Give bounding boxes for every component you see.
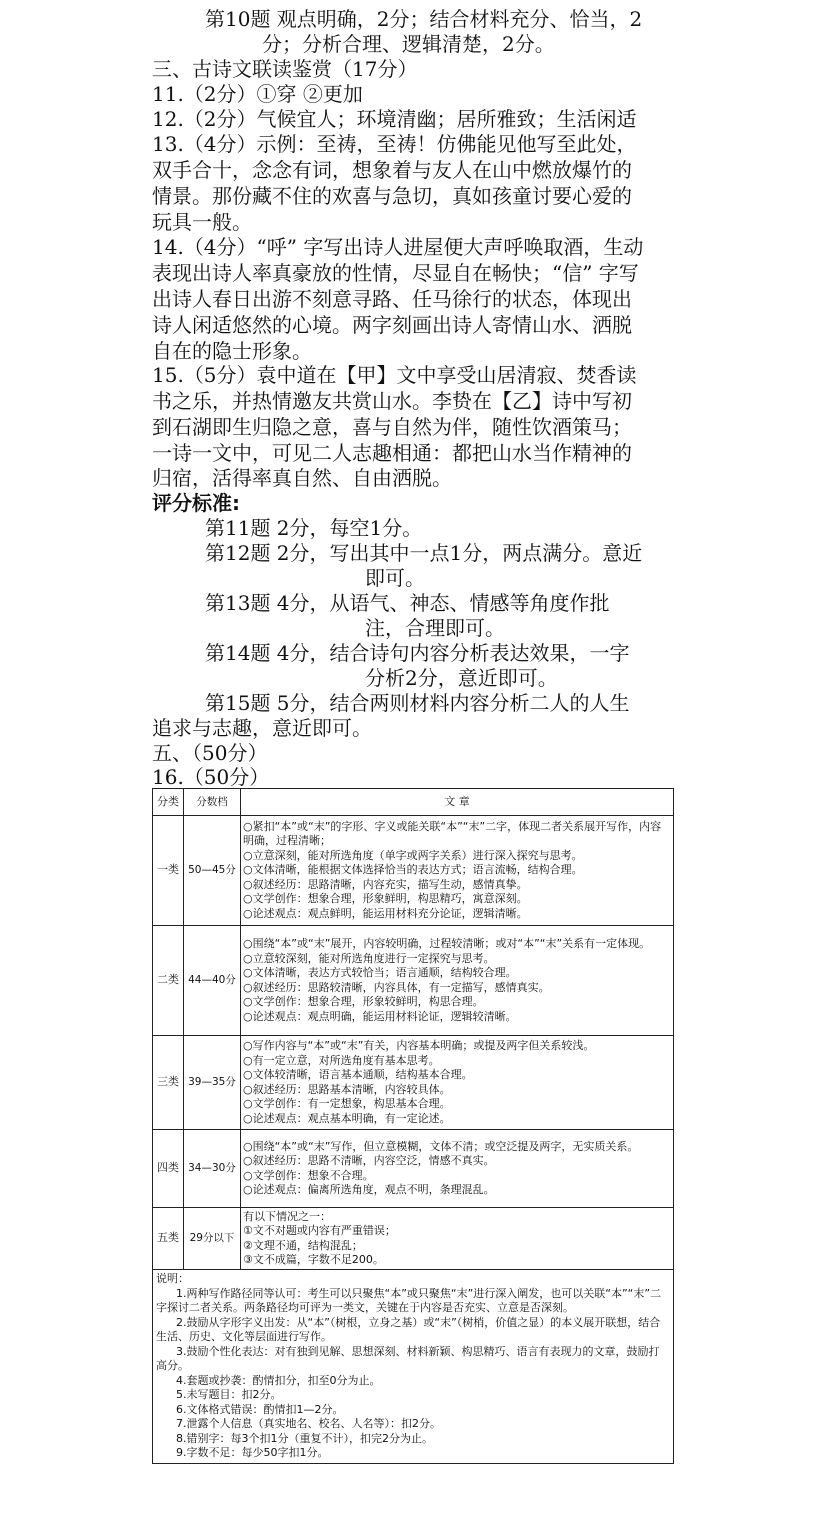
note-item: 6.文体格式错误：酌情扣1—2分。 (176, 1402, 344, 1416)
note-item: 2.鼓励从字形字义出发：从“本”（树根，立身之基）或“末”（树梢，价值之显）的本义展开联想，结合生活、历史、文化等层面进行写作。 (156, 1315, 661, 1343)
criteria-cell (241, 816, 674, 926)
table-row (153, 816, 674, 926)
criterion: ○立意深刻，能对所选角度（单字或两字关系）进行深入探究与思考。 (243, 848, 583, 862)
score-line-q13-b: 注，合理即可。 (365, 616, 505, 640)
question-16-heading: 16.（50分） (152, 765, 270, 789)
answer-11: 11.（2分）①穿 ②更加 (152, 82, 363, 106)
notes-title: 说明： (156, 1272, 189, 1285)
header-article: 文 章 (241, 789, 674, 816)
answer-14-line1: 14.（4分）“呼” 字写出诗人进屋便大声呼唤取酒，生动 (152, 235, 644, 259)
essay-scoring-table (152, 788, 674, 1464)
range-cell: 39—35分 (184, 1036, 241, 1130)
criterion: ○围绕“本”或“末”展开，内容较明确，过程较清晰；或对“本”“末”关系有一定体现。 (243, 937, 651, 950)
criterion: ③文不成篇，字数不足200。 (243, 1253, 384, 1266)
criterion: ○论述观点：观点鲜明，能运用材料充分论证，逻辑清晰。 (243, 906, 528, 920)
score-line-q12-b: 即可。 (365, 566, 425, 590)
criterion: ○叙述经历：思路较清晰，内容具体，有一定描写，感情真实。 (243, 980, 550, 994)
criteria-cell (241, 926, 674, 1036)
answer-15-line1: 15.（5分）袁中道在【甲】文中享受山居清寂、焚香读 (152, 363, 637, 387)
answer-13-line3: 情景。那份藏不住的欢喜与急切，真如孩童讨要心爱的 (152, 184, 632, 208)
criteria-cell (241, 1130, 674, 1208)
answer-12: 12.（2分）气候宜人；环境清幽；居所雅致；生活闲适 (152, 107, 637, 131)
score-line-q15-b: 追求与志趣，意近即可。 (152, 716, 372, 740)
note-item: 4.套题或抄袭：酌情扣分，扣至0分为止。 (176, 1373, 381, 1387)
score-line-q15-a: 第15题 5分，结合两则材料内容分析二人的人生 (205, 691, 630, 715)
answer-14-line5: 自在的隐士形象。 (152, 339, 312, 363)
header-category: 分类 (153, 789, 184, 816)
note-item: 3.鼓励个性化表达：对有独到见解、思想深刻、材料新颖、构思精巧、语言有表现力的文章，鼓励打高分。 (156, 1344, 660, 1372)
answer-15-line4: 一诗一文中，可见二人志趣相通：都把山水当作精神的 (152, 441, 632, 465)
note-item: 5.未写题目：扣2分。 (176, 1388, 282, 1401)
criterion: ○有一定立意，对所选角度有基本思考。 (243, 1053, 440, 1067)
note-item: 1.两种写作路径同等认可：考生可以只聚焦“本”或只聚焦“末”进行深入阐发，也可以关联“本”“末”二字探讨二者关系。两条路径均可评为一类文，关键在于内容是否充实、立意是否深刻。 (156, 1286, 662, 1314)
criterion: ○论述观点：偏离所选角度，观点不明，条理混乱。 (243, 1183, 495, 1196)
criterion: ○文体较清晰，语言基本通顺，结构基本合理。 (243, 1068, 473, 1081)
scoring-standard-heading: 评分标准: (152, 491, 240, 515)
criterion: ○文学创作：想象合理，形象鲜明，构思精巧，寓意深刻。 (243, 892, 528, 906)
score-line-q14-b: 分析2分，意近即可。 (365, 666, 558, 690)
range-cell: 44—40分 (184, 926, 241, 1036)
table-header-row (153, 789, 674, 816)
score-line-q14-a: 第14题 4分，结合诗句内容分析表达效果，一字 (205, 641, 630, 665)
score-line-q10-b: 分；分析合理、逻辑清楚，2分。 (262, 32, 555, 56)
note-item: 9.字数不足：每少50字扣1分。 (176, 1446, 329, 1459)
table-row (153, 1036, 674, 1130)
criterion: ○紧扣“本”或“末”的字形、字义或能关联“本”“末”二字，体现二者关系展开写作，内容明确，过程清晰； (243, 819, 662, 848)
criterion: 有以下情况之一： (243, 1209, 331, 1223)
criterion: ○文学创作：想象合理，形象较鲜明，构思合理。 (243, 995, 484, 1008)
criteria-cell (241, 1036, 674, 1130)
answer-15-line5: 归宿，活得率真自然、自由洒脱。 (152, 466, 452, 490)
answer-13-line2: 双手合十，念念有词，想象着与友人在山中燃放爆竹的 (152, 158, 632, 182)
answer-15-line3: 到石湖即生归隐之意，喜与自然为伴，随性饮酒策马； (152, 415, 632, 439)
criterion: ○论述观点：观点基本明确，有一定论述。 (243, 1111, 451, 1125)
criterion: ○文学创作：有一定想象，构思基本合理。 (243, 1097, 451, 1110)
range-cell: 34—30分 (184, 1130, 241, 1208)
criterion: ○围绕“本”或“末”写作，但立意模糊，文体不清；或空泛提及两字，无实质关系。 (243, 1139, 639, 1153)
note-item: 8.错别字：每3个扣1分（重复不计），扣完2分为止。 (176, 1431, 433, 1445)
notes-cell (153, 1270, 674, 1464)
criterion: ○立意较深刻，能对所选角度进行一定探究与思考。 (243, 951, 495, 965)
criterion: ○论述观点：观点明确，能运用材料论证，逻辑较清晰。 (243, 1009, 517, 1023)
cropped-previous-line (0, 0, 828, 4)
header-score-range: 分数档 (184, 789, 241, 816)
category-cell: 二类 (153, 926, 184, 1036)
criterion: ○文体清晰，表达方式较恰当；语言通顺，结构较合理。 (243, 966, 517, 979)
criterion: ○文学创作：想象不合理。 (243, 1168, 374, 1182)
answer-14-line2: 表现出诗人率真豪放的性情，尽显自在畅快；“信” 字写 (152, 261, 639, 285)
answer-13-line1: 13.（4分）示例：至祷，至祷！仿佛能见他写至此处， (152, 132, 637, 156)
range-cell: 29分以下 (184, 1208, 241, 1270)
category-cell: 五类 (153, 1208, 184, 1270)
answer-15-line2: 书之乐，并热情邀友共赏山水。李贽在【乙】诗中写初 (152, 389, 632, 413)
score-line-q13-a: 第13题 4分，从语气、神态、情感等角度作批 (205, 591, 610, 615)
section-heading-3: 三、古诗文联读鉴赏（17分） (152, 57, 418, 81)
criterion: ○叙述经历：思路基本清晰，内容较具体。 (243, 1082, 451, 1096)
criterion: ○写作内容与“本”或“末”有关，内容基本明确；或提及两字但关系较浅。 (243, 1039, 595, 1052)
criterion: ○叙述经历：思路清晰，内容充实，描写生动，感情真挚。 (243, 877, 528, 891)
range-cell: 50—45分 (184, 816, 241, 926)
criterion: ○文体清晰，能根据文体选择恰当的表达方式；语言流畅，结构合理。 (243, 863, 583, 877)
answer-14-line3: 出诗人春日出游不刻意寻路、任马徐行的状态，体现出 (152, 287, 632, 311)
notes-row (153, 1270, 674, 1464)
table-row (153, 1130, 674, 1208)
criterion: ○叙述经历：思路不清晰，内容空泛，情感不真实。 (243, 1154, 495, 1167)
score-line-q12-a: 第12题 2分，写出其中一点1分，两点满分。意近 (205, 541, 643, 565)
score-line-q10-a: 第10题 观点明确，2分；结合材料充分、恰当，2 (205, 7, 643, 31)
score-line-q11: 第11题 2分，每空1分。 (205, 516, 423, 540)
table-row (153, 1208, 674, 1270)
criterion: ①文不对题或内容有严重错误； (243, 1224, 396, 1237)
answer-14-line4: 诗人闲适悠然的心境。两字刻画出诗人寄情山水、洒脱 (152, 313, 632, 337)
answer-13-line4: 玩具一般。 (152, 210, 252, 234)
criteria-cell (241, 1208, 674, 1270)
category-cell: 四类 (153, 1130, 184, 1208)
note-item: 7.泄露个人信息（真实地名、校名、人名等）：扣2分。 (176, 1417, 441, 1430)
section-heading-5: 五、（50分） (152, 741, 268, 765)
table-row (153, 926, 674, 1036)
category-cell: 三类 (153, 1036, 184, 1130)
category-cell: 一类 (153, 816, 184, 926)
criterion: ②文理不通，结构混乱； (243, 1238, 363, 1252)
